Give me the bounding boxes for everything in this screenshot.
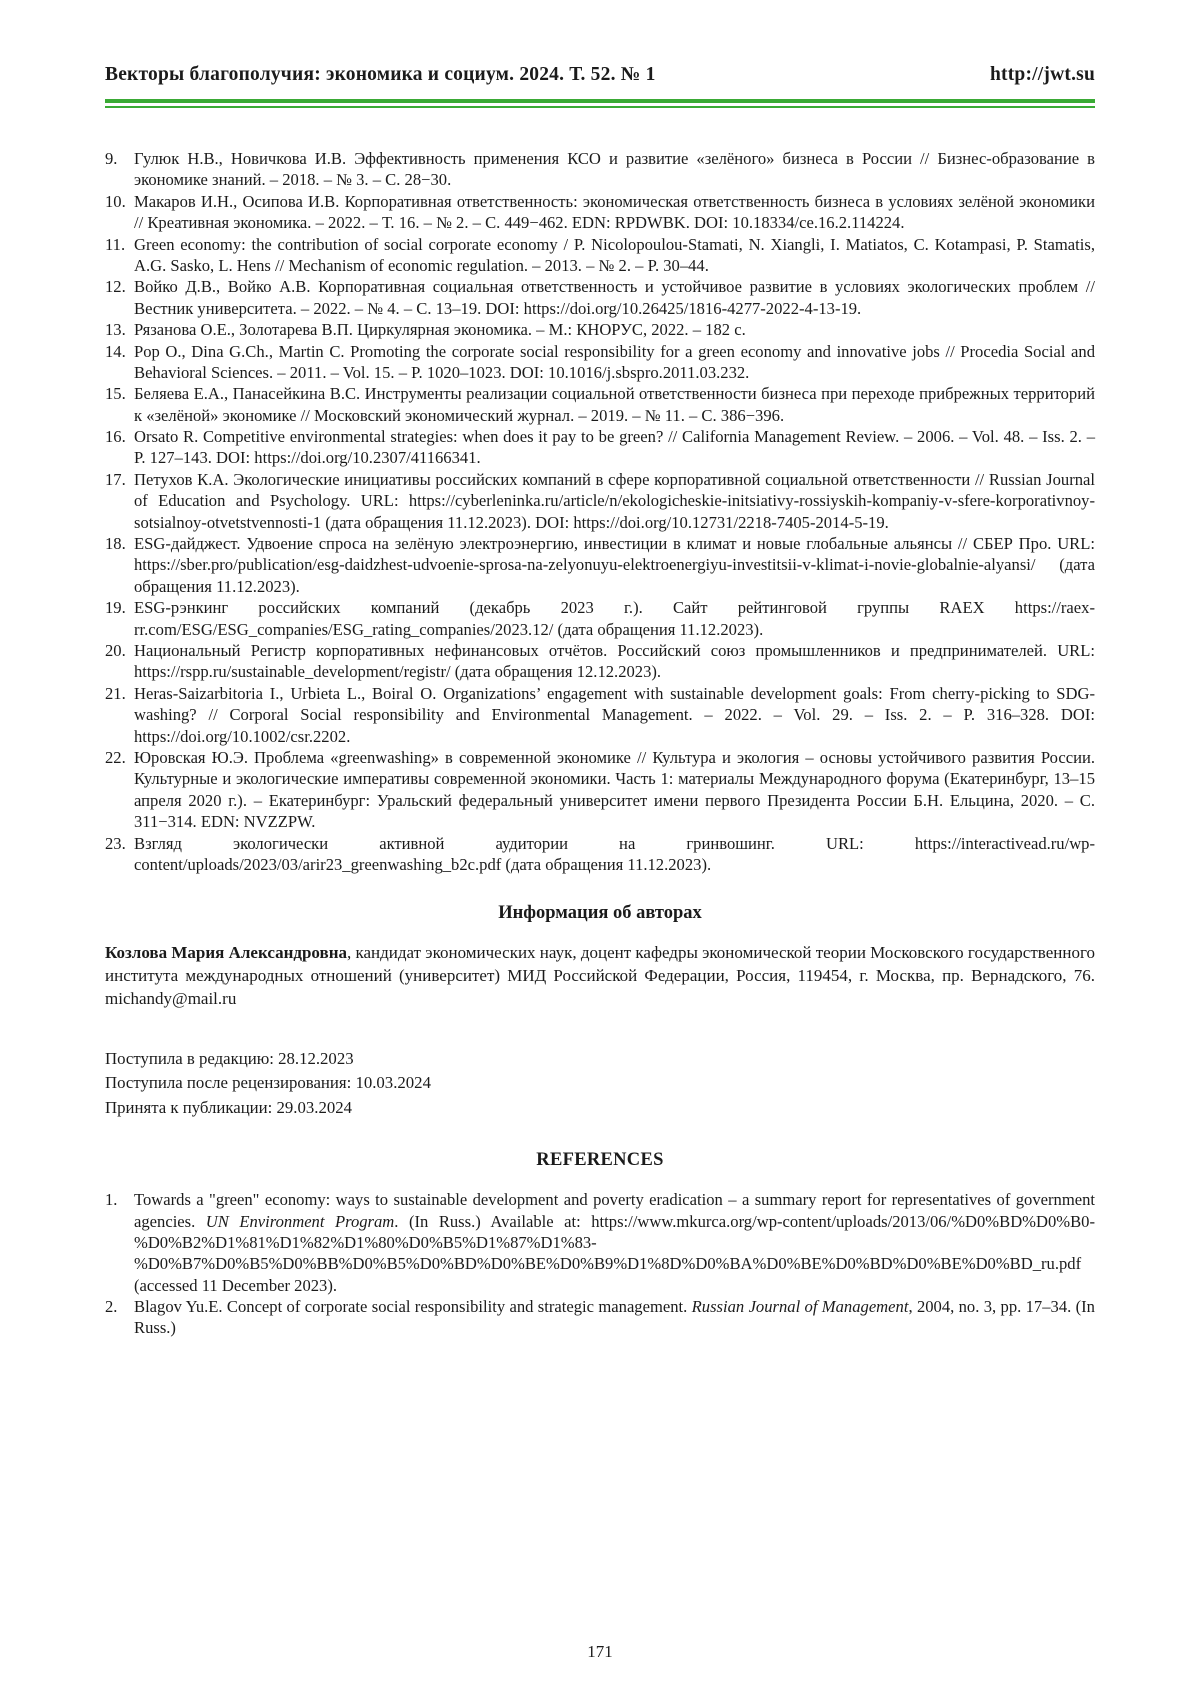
- submission-dates: [105, 1047, 1095, 1120]
- reference-number: 13.: [105, 320, 126, 340]
- accepted-date: Принята к публикации: 29.03.2024: [105, 1097, 353, 1117]
- reference-number: 22.: [105, 747, 126, 767]
- reference-number: 18.: [105, 534, 126, 554]
- reference-text: Рязанова О.Е., Золотарева В.П. Циркулярная экономика. – М.: КНОРУС, 2022. – 182 с.: [134, 320, 746, 340]
- page-header: [105, 64, 1095, 86]
- reference-item: [105, 597, 1095, 640]
- reference-number: 14.: [105, 341, 126, 361]
- reference-number: 16.: [105, 427, 126, 447]
- reference-number: 23.: [105, 833, 126, 853]
- reference-text: Юровская Ю.Э. Проблема «greenwashing» в современной экономике // Культура и экология – основы устойчивого развития России. Культурные и экологические императивы современной экономики. Часть 1: материалы Международного форума (Екатеринбург, 13–15 апреля 2020 г.). – Екатеринбург: Уральский федеральный университет имени первого Президента России Б.Н. Ельцина, 2020. – С. 311−314. EDN: NVZZPW.: [134, 747, 1095, 832]
- reference-text: Беляева Е.А., Панасейкина В.С. Инструменты реализации социальной ответственности бизнеса при переходе прибрежных территорий к «зелёной» экономике // Московский экономический журнал. – 2019. – № 11. – С. 386−396.: [134, 384, 1095, 425]
- reference-item: [105, 319, 1095, 340]
- reference-text: Войко Д.В., Войко А.В. Корпоративная социальная ответственность и устойчивое развитие в условиях экологических проблем // Вестник университета. – 2022. – № 4. – С. 13–19. DOI: https://doi.org/10.26425/1816-4277-2022-4-13-19.: [134, 277, 1095, 318]
- reference-item: [105, 683, 1095, 747]
- reference-item: [105, 1296, 1095, 1339]
- references-ru-list: [105, 148, 1095, 875]
- reference-number: 9.: [105, 149, 118, 168]
- reference-item: [105, 640, 1095, 683]
- reference-text: Петухов К.А. Экологические инициативы российских компаний в сфере корпоративной социальной ответственности // Russian Journal of Education and Psychology. URL: https://cyberleninka.ru/article/n/ekologicheskie-initsiativy-rossiyskih-kompaniy-v-sfere-korporativnoy-sotsialnoy-otvetstvennosti-1 (дата обращения 11.12.2023). DOI: https://doi.org/10.12731/2218-7405-2014-5-19.: [134, 469, 1095, 532]
- reference-number: 21.: [105, 683, 126, 703]
- reference-text: Heras-Saizarbitoria I., Urbieta L., Boiral O. Organizations’ engagement with sustainable development goals: From cherry-picking to SDG-washing? // Corporal Social responsibility and Environmental Management. – 2022. – Vol. 29. – Iss. 2. – P. 316–328. DOI: https://doi.org/10.1002/csr.2202.: [134, 683, 1095, 746]
- reference-text: Towards a "green" economy: ways to sustainable development and poverty eradication – a summary report for representatives of government agencies. UN Environment Program. (In Russ.) Available at: https://www.mkurca.org/wp-content/uploads/2013/06/%D0%BD%D0%B0-%D0%B2%D1%81%D1%82%D1%80%D0%B5%D1%87%D1%83-%D0%B7%D0%B5%D0%BB%D0%B5%D0%BD%D0%BE%D0%B9%D1%8D%D0%BA%D0%BE%D0%BD%D0%BE%D0%BD_ru.pdf (accessed 11 December 2023).: [134, 1190, 1096, 1295]
- reference-number: 17.: [105, 469, 126, 489]
- reference-number: 11.: [105, 234, 126, 254]
- received-date: Поступила в редакцию: 28.12.2023: [105, 1049, 354, 1069]
- reference-text: Национальный Регистр корпоративных нефинансовых отчётов. Российский союз промышленников и предпринимателей. URL: https://rspp.ru/sustainable_development/registr/ (дата обращения 12.12.2023).: [134, 640, 1095, 682]
- author-name: Козлова Мария Александровна: [105, 943, 347, 963]
- reference-number: 10.: [105, 191, 126, 211]
- author-info-paragraph: [105, 942, 1095, 1011]
- reference-text: Pop O., Dina G.Ch., Martin C. Promoting the corporate social responsibility for a green economy and innovative jobs // Procedia Social and Behavioral Sciences. – 2011. – Vol. 15. – P. 1020–1023. DOI: 10.1016/j.sbspro.2011.03.232.: [134, 341, 1095, 382]
- reference-text: Макаров И.Н., Осипова И.В. Корпоративная ответственность: экономическая ответственность бизнеса в условиях зелёной экономики // Креативная экономика. – 2022. – Т. 16. – № 2. – С. 449−462. EDN: RPDWBK. DOI: 10.18334/ce.16.2.114224.: [134, 191, 1095, 233]
- reference-number: 15.: [105, 384, 126, 404]
- reference-item: [105, 426, 1095, 469]
- reference-text: ESG-рэнкинг российских компаний (декабрь 2023 г.). Сайт рейтинговой группы RAEX https://raex-rr.com/ESG/ESG_companies/ESG_rating_companies/2023.12/ (дата обращения 11.12.2023).: [134, 598, 1095, 639]
- reference-text: ESG-дайджест. Удвоение спроса на зелёную электроэнергию, инвестиции в климат и новые глобальные альянсы // СБЕР Про. URL: https://sber.pro/publication/esg-daidzhest-udvoenie-sprosa-na-zelyonuyu-elektroenergiyu-investitsii-v-klimat-i-novie-globalnie-alyansi/ (дата обращения 11.12.2023).: [134, 534, 1095, 596]
- reference-item: [105, 833, 1095, 876]
- journal-title: Векторы благополучия: экономика и социум. 2024. Т. 52. № 1: [105, 64, 656, 85]
- reference-item: [105, 533, 1095, 597]
- reference-item: [105, 341, 1095, 384]
- reference-item: [105, 191, 1095, 234]
- author-details: , кандидат экономических наук, доцент кафедры экономической теории Московского государственного института международных отношений (университет) МИД Российской Федерации, Россия, 119454, г. Москва, пр. Вернадского, 76. michandy@mail.ru: [105, 943, 1096, 1009]
- reference-text: Blagov Yu.E. Concept of corporate social responsibility and strategic management. Russian Journal of Management, 2004, no. 3, pp. 17–34. (In Russ.): [134, 1297, 1095, 1338]
- reference-number: 1.: [105, 1190, 118, 1210]
- reference-text: Гулюк Н.В., Новичкова И.В. Эффективность применения КСО и развитие «зелёного» бизнеса в России // Бизнес-образование в экономике знаний. – 2018. – № 3. – С. 28−30.: [134, 149, 1095, 190]
- header-divider-rule: [105, 99, 1095, 108]
- reference-number: 2.: [105, 1297, 118, 1317]
- reference-item: [105, 148, 1095, 191]
- reference-item: [105, 469, 1095, 533]
- reference-number: 12.: [105, 277, 126, 297]
- reference-text: Взгляд экологически активной аудитории на гринвошинг. URL: https://interactivead.ru/wp-content/uploads/2023/03/arir23_greenwashing_b2c.pdf (дата обращения 11.12.2023).: [134, 833, 1095, 874]
- reference-number: 20.: [105, 640, 126, 660]
- reference-item: [105, 276, 1095, 319]
- reference-text: Green economy: the contribution of social corporate economy / P. Nicolopoulou-Stamati, N. Xiangli, I. Matiatos, C. Kotampasi, P. Stamatis, A.G. Sasko, L. Hens // Mechanism of economic regulation. – 2013. – № 2. – P. 30–44.: [134, 234, 1095, 275]
- references-en-list: [105, 1189, 1095, 1339]
- reference-item: [105, 747, 1095, 833]
- references-en-heading: REFERENCES: [536, 1150, 664, 1171]
- reference-number: 19.: [105, 598, 126, 618]
- authors-info-heading: Информация об авторах: [498, 903, 702, 924]
- reference-item: [105, 234, 1095, 277]
- page-number: 171: [587, 1642, 613, 1661]
- reviewed-date: Поступила после рецензирования: 10.03.2024: [105, 1073, 431, 1093]
- reference-item: [105, 383, 1095, 426]
- journal-url: http://jwt.su: [990, 64, 1095, 85]
- reference-text: Orsato R. Competitive environmental strategies: when does it pay to be green? // California Management Review. – 2006. – Vol. 48. – Iss. 2. – P. 127–143. DOI: https://doi.org/10.2307/41166341.: [134, 427, 1095, 468]
- reference-item: [105, 1189, 1095, 1296]
